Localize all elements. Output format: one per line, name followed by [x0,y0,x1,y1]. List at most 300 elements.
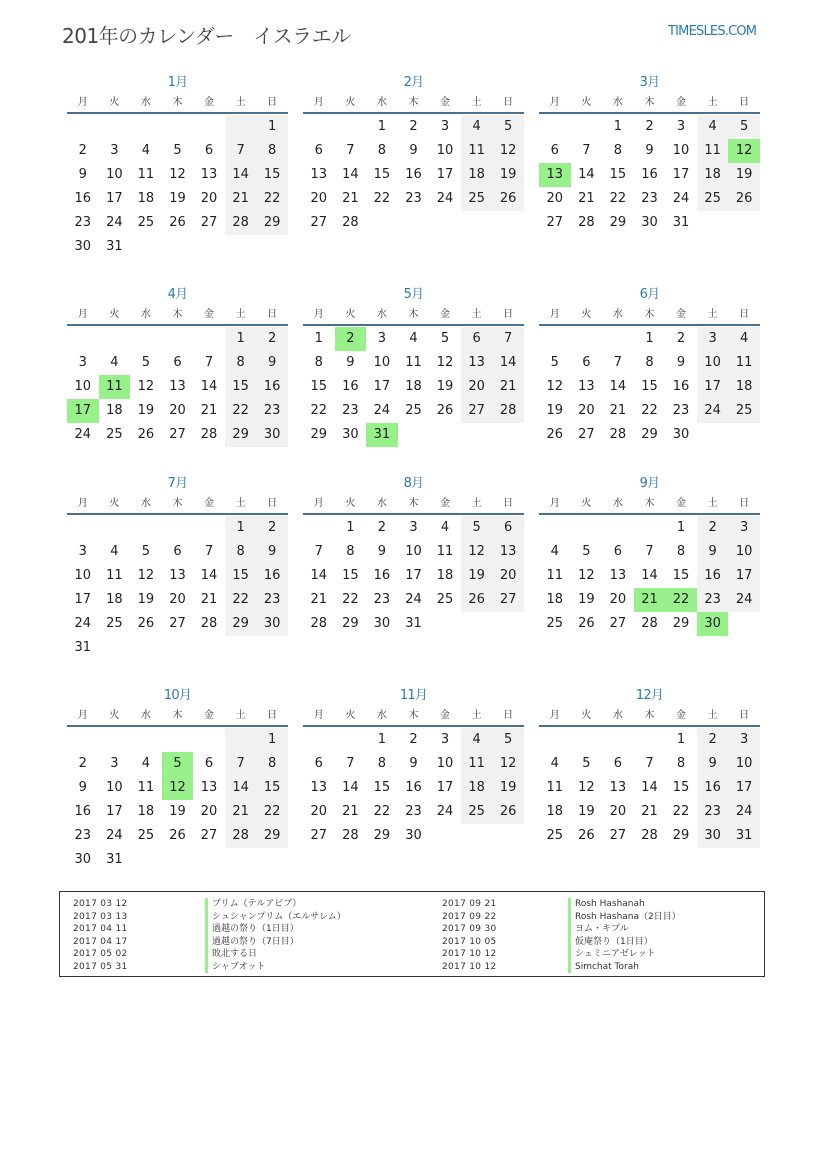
weekday-label: 火 [345,498,356,509]
day-cell: 11 [728,351,760,375]
day-cell: 14 [492,351,524,375]
day-cell: 30 [405,828,422,843]
weekday-label: 木 [644,97,655,108]
day-grid [67,114,288,259]
day-cell: 2 [409,732,418,747]
day-cell: 28 [225,211,257,235]
holiday-day-cell: 21 [634,588,666,612]
empty-day-cell [602,728,634,752]
day-cell: 6 [314,756,323,771]
day-cell: 25 [137,828,155,843]
day-cell: 17 [436,167,454,182]
weekday-label: 月 [549,710,560,721]
day-cell: 17 [436,780,454,795]
day-cell: 3 [440,119,450,134]
empty-day-cell [67,115,99,139]
day-cell: 31 [728,824,760,848]
day-cell: 2 [377,520,387,535]
day-cell: 23 [256,588,288,612]
weekday-header [539,305,760,326]
day-cell: 27 [200,215,218,230]
day-cell: 1 [676,732,686,747]
day-grid [539,114,760,235]
holiday-name: 仮庵祭り（1日目） [568,936,653,949]
weekday-label: 日 [503,498,514,509]
weekday-label: 日 [267,309,278,320]
day-cell: 13 [310,780,328,795]
day-cell: 25 [461,800,493,824]
weekday-label: 日 [739,710,750,721]
day-cell: 22 [373,804,391,819]
day-cell: 26 [578,616,595,631]
weekday-header [539,93,760,114]
weekday-label: 木 [172,309,183,320]
day-cell: 18 [461,163,493,187]
day-cell: 1 [225,327,257,351]
weekday-label: 金 [676,97,687,108]
day-cell: 2 [645,119,654,134]
day-cell: 11 [137,167,155,182]
holiday-day-cell: 12 [162,776,194,800]
day-cell: 5 [550,355,559,370]
day-cell: 29 [256,824,288,848]
day-cell: 14 [200,568,218,583]
day-cell: 24 [106,828,123,843]
day-grid [539,326,760,447]
day-cell: 2 [409,119,418,134]
month-11 [303,686,524,848]
day-cell: 30 [256,612,288,636]
holiday-day-cell: 17 [67,399,99,423]
day-cell: 26 [546,427,564,442]
weekday-label: 火 [581,97,592,108]
day-cell: 16 [74,804,92,819]
holiday-name: プリム（テルアビブ） [205,898,301,911]
empty-day-cell [162,115,194,139]
weekday-label: 火 [345,710,356,721]
day-cell: 3 [728,728,760,752]
weekday-label: 土 [471,498,482,509]
month-title: 11月 [399,688,428,703]
day-cell: 26 [169,828,186,843]
day-cell: 1 [346,520,355,535]
day-cell: 3 [110,756,119,771]
day-cell: 15 [225,564,257,588]
day-cell: 29 [672,828,690,843]
weekday-label: 月 [77,97,88,108]
day-cell: 6 [204,756,214,771]
weekday-label: 土 [707,309,718,320]
day-cell: 23 [641,191,658,206]
weekday-label: 木 [408,498,419,509]
day-cell: 17 [106,191,123,206]
day-cell: 15 [672,568,690,583]
weekday-label: 月 [313,498,324,509]
day-cell: 3 [78,544,87,559]
holiday-day-cell: 13 [539,163,571,187]
day-cell: 12 [137,568,155,583]
day-cell: 1 [256,115,288,139]
day-cell: 1 [225,516,257,540]
day-cell: 27 [609,616,627,631]
day-cell: 7 [645,756,654,771]
day-cell: 7 [346,143,355,158]
weekday-label: 土 [471,97,482,108]
day-cell: 24 [436,804,454,819]
day-cell: 8 [613,143,623,158]
day-grid [67,515,288,660]
day-cell: 29 [256,211,288,235]
day-cell: 6 [314,143,323,158]
day-cell: 11 [697,139,729,163]
day-cell: 5 [440,331,450,346]
day-cell: 7 [645,544,654,559]
day-cell: 17 [74,592,92,607]
month-title: 4月 [167,287,188,302]
day-cell: 9 [256,540,288,564]
holiday-day-cell: 11 [99,375,131,399]
day-cell: 27 [310,828,328,843]
day-cell: 22 [609,191,627,206]
holiday-date: 2017 04 11 [73,924,128,934]
day-cell: 11 [137,780,155,795]
weekday-label: 金 [440,498,451,509]
day-cell: 26 [578,828,595,843]
weekday-label: 金 [676,309,687,320]
day-cell: 21 [200,403,218,418]
day-cell: 8 [676,544,686,559]
day-cell: 5 [173,143,182,158]
empty-day-cell [130,327,162,351]
day-cell: 8 [645,355,654,370]
holiday-day-cell: 30 [697,612,729,636]
weekday-label: 水 [140,498,151,509]
day-cell: 11 [106,568,123,583]
weekday-header [67,305,288,326]
day-cell: 19 [546,403,564,418]
day-cell: 2 [697,728,729,752]
weekday-label: 水 [612,309,623,320]
holiday-date: 2017 03 13 [73,911,128,922]
day-grid [303,326,524,447]
day-cell: 7 [314,544,323,559]
weekday-header [303,305,524,326]
day-cell: 2 [256,516,288,540]
day-cell: 11 [405,355,422,370]
day-cell: 13 [492,540,524,564]
day-cell: 17 [728,564,760,588]
day-cell: 29 [310,427,328,442]
day-cell: 16 [256,564,288,588]
day-cell: 12 [436,355,454,370]
weekday-label: 土 [707,498,718,509]
day-cell: 25 [137,215,155,230]
day-cell: 15 [641,379,658,394]
day-cell: 12 [578,780,595,795]
weekday-label: 水 [376,498,387,509]
day-cell: 14 [225,163,257,187]
holiday-date: 2017 10 05 [442,936,497,947]
day-cell: 7 [225,752,257,776]
holiday-date: 2017 03 12 [73,899,128,909]
day-cell: 26 [169,215,186,230]
day-cell: 20 [546,191,564,206]
day-cell: 21 [342,804,359,819]
empty-day-cell [162,327,194,351]
day-cell: 20 [200,804,218,819]
empty-day-cell [130,516,162,540]
day-cell: 28 [492,399,524,423]
holiday-name: Rosh Hashanah [568,898,645,911]
day-cell: 20 [609,592,627,607]
month-title: 2月 [403,75,424,90]
weekday-label: 木 [644,498,655,509]
day-cell: 24 [74,616,92,631]
day-cell: 19 [137,403,155,418]
weekday-label: 土 [471,710,482,721]
day-cell: 25 [106,427,123,442]
day-cell: 9 [377,544,387,559]
weekday-label: 水 [612,710,623,721]
day-cell: 25 [106,616,123,631]
day-cell: 28 [310,616,328,631]
day-cell: 24 [405,592,422,607]
month-9 [539,474,760,636]
day-cell: 13 [200,780,218,795]
empty-day-cell [303,516,335,540]
day-cell: 28 [609,427,627,442]
day-cell: 9 [409,756,418,771]
day-cell: 20 [310,191,328,206]
day-cell: 18 [697,163,729,187]
day-cell: 24 [728,800,760,824]
empty-day-cell [225,115,257,139]
day-cell: 31 [672,215,690,230]
day-cell: 10 [74,568,92,583]
weekday-label: 月 [313,309,324,320]
weekday-label: 木 [172,498,183,509]
day-cell: 4 [697,115,729,139]
day-cell: 8 [256,139,288,163]
month-title: 12月 [635,688,664,703]
day-cell: 30 [74,239,92,254]
day-cell: 20 [461,375,493,399]
day-cell: 9 [78,167,87,182]
weekday-label: 火 [581,309,592,320]
month-title: 8月 [403,476,424,491]
weekday-label: 火 [345,309,356,320]
weekday-label: 日 [503,309,514,320]
weekday-label: 水 [140,97,151,108]
day-cell: 25 [436,592,454,607]
day-cell: 28 [200,427,218,442]
weekday-label: 金 [440,309,451,320]
day-cell: 14 [310,568,328,583]
holiday-name: 敗北する日 [205,948,257,961]
day-cell: 7 [204,544,214,559]
day-cell: 25 [461,187,493,211]
day-cell: 10 [106,780,123,795]
month-title: 7月 [167,476,188,491]
weekday-label: 火 [345,97,356,108]
day-cell: 8 [676,756,686,771]
empty-day-cell [193,728,225,752]
day-cell: 1 [613,119,623,134]
day-cell: 20 [169,403,186,418]
day-cell: 23 [697,588,729,612]
day-cell: 11 [546,780,564,795]
weekday-label: 日 [739,97,750,108]
empty-day-cell [193,327,225,351]
day-cell: 12 [546,379,564,394]
day-cell: 13 [310,167,328,182]
weekday-label: 水 [140,710,151,721]
day-cell: 2 [78,143,87,158]
day-cell: 5 [141,544,151,559]
empty-day-cell [99,516,131,540]
day-cell: 19 [169,191,186,206]
weekday-label: 火 [109,710,120,721]
weekday-label: 水 [376,309,387,320]
day-cell: 4 [409,331,418,346]
day-cell: 15 [373,167,391,182]
day-cell: 6 [582,355,591,370]
day-cell: 10 [373,355,391,370]
day-cell: 16 [405,167,422,182]
weekday-label: 月 [77,710,88,721]
day-cell: 24 [373,403,391,418]
day-cell: 9 [256,351,288,375]
day-cell: 5 [141,355,151,370]
day-cell: 31 [74,640,92,655]
holiday-day-cell: 5 [162,752,194,776]
day-cell: 24 [106,215,123,230]
day-cell: 23 [74,828,92,843]
day-cell: 11 [461,752,493,776]
day-cell: 6 [173,355,182,370]
month-8 [303,474,524,636]
weekday-header [539,706,760,727]
day-cell: 18 [546,592,564,607]
empty-day-cell [571,516,603,540]
day-cell: 17 [405,568,422,583]
weekday-label: 水 [140,309,151,320]
holiday-day-cell: 22 [665,588,697,612]
holiday-name: 過越の祭り（7日目） [205,936,299,949]
day-cell: 5 [582,544,591,559]
day-cell: 10 [728,752,760,776]
day-cell: 21 [609,403,627,418]
empty-day-cell [539,728,571,752]
weekday-label: 月 [77,309,88,320]
day-cell: 14 [641,780,658,795]
day-cell: 21 [492,375,524,399]
day-cell: 10 [436,143,454,158]
holiday-name: シャブオット [205,961,265,974]
day-cell: 19 [461,564,493,588]
weekday-label: 木 [172,97,183,108]
day-cell: 3 [440,732,450,747]
day-cell: 1 [377,119,387,134]
day-cell: 19 [492,776,524,800]
day-cell: 4 [141,143,151,158]
day-cell: 15 [373,780,391,795]
day-cell: 18 [106,592,123,607]
day-cell: 16 [373,568,391,583]
day-cell: 7 [582,143,591,158]
day-cell: 19 [137,592,155,607]
day-cell: 26 [436,403,454,418]
day-cell: 2 [676,331,686,346]
holiday-day-cell: 2 [335,327,367,351]
day-cell: 5 [728,115,760,139]
day-cell: 9 [697,540,729,564]
empty-day-cell [67,728,99,752]
day-cell: 27 [609,828,627,843]
day-cell: 14 [641,568,658,583]
day-cell: 4 [461,728,493,752]
weekday-label: 土 [471,309,482,320]
day-cell: 27 [578,427,595,442]
month-title: 3月 [639,75,660,90]
day-cell: 26 [461,588,493,612]
weekday-label: 木 [644,710,655,721]
day-cell: 23 [405,191,422,206]
day-cell: 29 [225,423,257,447]
day-cell: 18 [461,776,493,800]
day-cell: 13 [461,351,493,375]
day-cell: 23 [342,403,359,418]
month-6 [539,285,760,447]
month-12 [539,686,760,848]
empty-day-cell [130,115,162,139]
holiday-date: 2017 09 30 [442,924,497,934]
weekday-label: 月 [313,97,324,108]
day-cell: 31 [106,852,123,867]
day-cell: 30 [373,616,391,631]
day-cell: 19 [578,592,595,607]
day-cell: 3 [697,327,729,351]
day-cell: 29 [672,616,690,631]
empty-day-cell [67,516,99,540]
holiday-name: Rosh Hashana（2日目） [568,911,681,924]
holiday-day-cell: 31 [366,423,398,447]
holiday-name: シェミニアゼレット [568,948,656,961]
day-cell: 25 [728,399,760,423]
weekday-header [303,494,524,515]
weekday-label: 金 [676,498,687,509]
month-title: 5月 [403,287,424,302]
day-cell: 2 [78,756,87,771]
day-cell: 29 [373,828,391,843]
day-cell: 20 [310,804,328,819]
month-1 [67,73,288,259]
weekday-label: 日 [267,710,278,721]
day-cell: 9 [676,355,686,370]
day-cell: 16 [672,379,690,394]
day-cell: 6 [550,143,559,158]
day-cell: 27 [169,616,186,631]
day-cell: 17 [697,375,729,399]
day-cell: 24 [672,191,690,206]
empty-day-cell [571,327,603,351]
weekday-label: 火 [109,309,120,320]
day-cell: 5 [582,756,591,771]
site-link[interactable]: TIMESLES.COM [668,24,757,39]
day-cell: 3 [110,143,119,158]
day-cell: 13 [169,379,186,394]
weekday-label: 木 [408,710,419,721]
